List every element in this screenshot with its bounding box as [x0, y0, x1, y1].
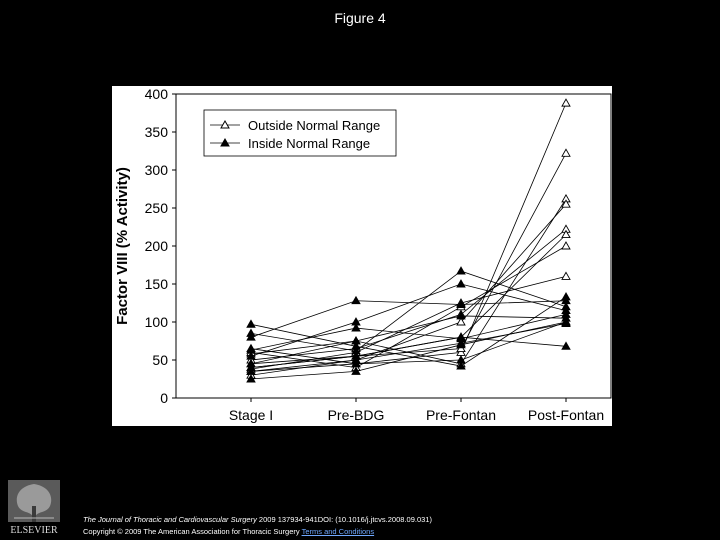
x-tick-label: Pre-BDG [327, 407, 385, 423]
y-tick-label: 200 [144, 238, 168, 254]
x-tick-label: Stage I [228, 407, 274, 423]
y-axis-label: Factor VIII (% Activity) [114, 167, 131, 325]
y-tick-label: 100 [144, 314, 168, 330]
x-tick-label: Post-Fontan [527, 407, 605, 423]
elsevier-logo [6, 478, 62, 536]
terms-link[interactable]: Terms and Conditions [301, 527, 375, 536]
y-tick-label: 400 [144, 86, 168, 102]
y-tick-label: 350 [144, 124, 168, 140]
y-axis [145, 86, 176, 406]
journal-name: The Journal of Thoracic and Cardiovascular Surgery [83, 515, 257, 524]
y-tick-label: 0 [160, 390, 168, 406]
y-tick-label: 250 [144, 200, 168, 216]
line-chart [112, 86, 612, 426]
citation-reference [83, 514, 432, 526]
y-tick-label: 50 [152, 352, 168, 368]
slide-title: Figure 4 [334, 10, 386, 26]
citation [83, 514, 432, 538]
reference-text: 2009 137934-941DOI: (10.1016/j.jtcvs.2008.09.031) [256, 515, 432, 524]
y-tick-label: 300 [144, 162, 168, 178]
legend [204, 110, 396, 156]
svg-text:ELSEVIER: ELSEVIER [10, 525, 58, 536]
x-axis [229, 398, 604, 423]
citation-copyright [83, 526, 432, 538]
x-tick-label: Pre-Fontan [425, 407, 497, 423]
figure-panel [112, 86, 612, 426]
legend-label-outside: Outside Normal Range [248, 118, 381, 133]
copyright-text: Copyright © 2009 The American Association for Thoracic Surgery [83, 527, 302, 536]
legend-label-inside: Inside Normal Range [248, 136, 371, 151]
y-tick-label: 150 [144, 276, 168, 292]
